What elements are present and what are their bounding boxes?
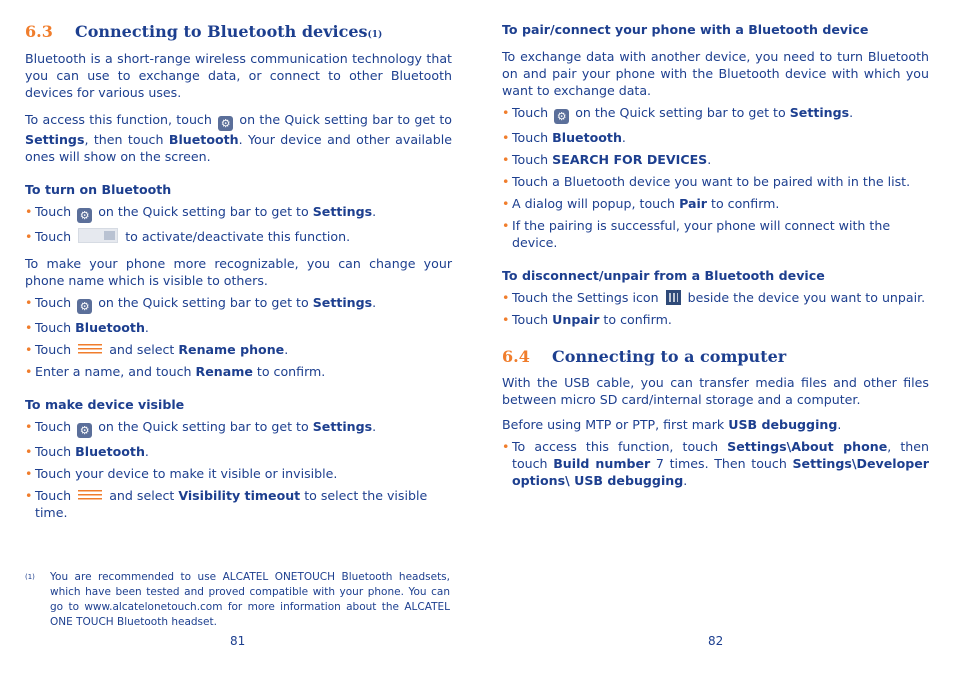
list-item: • Touch ⚙ on the Quick setting bar to get to Settings. [25, 418, 452, 438]
list-item: • Touch ⚙ on the Quick setting bar to get to Settings. [25, 294, 452, 314]
mtp-paragraph: Before using MTP or PTP, first mark USB debugging. [502, 417, 842, 432]
list-item: • Touch SEARCH FOR DEVICES. [502, 151, 929, 168]
gear-icon: ⚙ [218, 116, 233, 131]
page-number-left: 81 [230, 634, 246, 648]
section-number: 6.4 [502, 347, 530, 366]
access-paragraph: To access this function, touch ⚙ on the Quick setting bar to get to Settings, then touch Bluetooth. Your device and other available ones will show on the screen. [25, 112, 452, 164]
disconnect-heading: To disconnect/unpair from a Bluetooth device [502, 268, 825, 283]
section-number: 6.3 [25, 22, 53, 41]
list-item: • Touch and select Rename phone. [25, 341, 452, 358]
section-title: Connecting to Bluetooth devices [75, 22, 368, 41]
list-item: • Touch and select Visibility timeout to select the visible time. [25, 487, 452, 521]
toggle-switch-icon [78, 228, 118, 243]
gear-icon: ⚙ [554, 109, 569, 124]
list-item: • To access this function, touch Settings\About phone, then touch Build number 7 times. Then touch Settings\Developer options\ USB debugging. [502, 438, 929, 489]
menu-icon [78, 490, 102, 501]
footnote-text: You are recommended to use ALCATEL ONETOUCH Bluetooth headsets, which have been tested and proved compatible with your phone. You can go to www.alcatelonetouch.com for more information about the ALCATEL ONE TOUCH Bluetooth headset. [50, 571, 450, 628]
left-page [25, 0, 452, 521]
list-item: • Touch your device to make it visible or invisible. [25, 465, 452, 482]
gear-icon: ⚙ [77, 423, 92, 438]
footnote-ref: (1) [367, 30, 383, 40]
menu-icon [78, 344, 102, 355]
list-item: • Touch Bluetooth. [25, 443, 452, 460]
gear-icon: ⚙ [77, 208, 92, 223]
footnote [25, 570, 450, 630]
list-item: • Touch Unpair to confirm. [502, 311, 929, 328]
bluetooth-intro: Bluetooth is a short-range wireless communication technology that you can use to exchange data, or connect to other Bluetooth devices for various uses. [25, 51, 452, 100]
pair-intro: To exchange data with another device, you need to turn Bluetooth on and pair your phone with the Bluetooth device with which you want to exchange data. [502, 49, 929, 98]
section-heading-6-3 [25, 22, 452, 41]
list-item: • Touch ⚙ on the Quick setting bar to get to Settings. [502, 104, 929, 124]
pair-heading: To pair/connect your phone with a Bluetooth device [502, 22, 869, 37]
list-item: • Touch Bluetooth. [25, 319, 452, 336]
list-item: • Touch to activate/deactivate this function. [25, 228, 452, 245]
turn-on-heading: To turn on Bluetooth [25, 182, 172, 197]
list-item: • Touch Bluetooth. [502, 129, 929, 146]
list-item: • Touch the Settings icon beside the device you want to unpair. [502, 289, 929, 306]
visible-heading: To make device visible [25, 397, 185, 412]
settings-icon [666, 290, 681, 305]
gear-icon: ⚙ [77, 299, 92, 314]
right-page [502, 0, 929, 489]
page-number-right: 82 [708, 634, 724, 648]
list-item: • A dialog will popup, touch Pair to confirm. [502, 195, 929, 212]
usb-intro: With the USB cable, you can transfer media files and other files between micro SD card/internal storage and a computer. [502, 375, 929, 407]
list-item: • Touch a Bluetooth device you want to be paired with in the list. [502, 173, 929, 190]
footnote-mark: (1) [25, 573, 35, 581]
rename-intro: To make your phone more recognizable, you can change your phone name which is visible to others. [25, 256, 452, 288]
list-item: • Touch ⚙ on the Quick setting bar to get to Settings. [25, 203, 452, 223]
list-item: • Enter a name, and touch Rename to confirm. [25, 363, 452, 380]
list-item: • If the pairing is successful, your phone will connect with the device. [502, 217, 929, 251]
section-title: Connecting to a computer [552, 347, 787, 366]
section-heading-6-4 [502, 347, 929, 366]
